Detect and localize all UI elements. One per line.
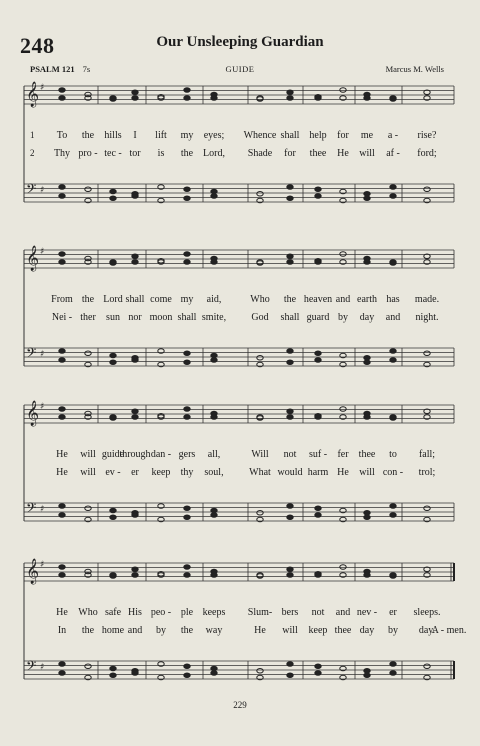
- lyric-syllable: soul,: [204, 467, 224, 478]
- lyric-syllable: Nei -: [51, 312, 73, 323]
- lyric-syllable: bers: [281, 607, 299, 618]
- lyric-syllable: keeps: [202, 607, 226, 618]
- lyric-syllable: the: [81, 625, 95, 636]
- lyric-syllable: made.: [414, 294, 440, 305]
- lyric-syllable: will: [80, 449, 96, 460]
- lyric-syllable: Who: [78, 607, 98, 618]
- lyric-syllable: aid,: [206, 294, 222, 305]
- lyric-syllable: day.: [418, 625, 436, 636]
- lyric-syllable: all,: [207, 449, 221, 460]
- lyric-syllable: He: [56, 607, 68, 618]
- treble-clef-icon: 𝄞: [26, 246, 40, 271]
- lyric-syllable: the: [180, 148, 194, 159]
- lyric-syllable: not: [311, 607, 325, 618]
- lyric-syllable: fer: [337, 449, 349, 460]
- lyric-syllable: ford;: [417, 148, 437, 159]
- lyric-line: [0, 148, 480, 162]
- lyric-syllable: tor: [129, 148, 141, 159]
- lyric-syllable: pro -: [78, 148, 98, 159]
- lyric-syllable: will: [282, 625, 298, 636]
- lyric-syllable: my: [180, 130, 194, 141]
- treble-clef-icon: 𝄞: [26, 559, 40, 584]
- lyric-syllable: hills: [104, 130, 122, 141]
- lyric-syllable: and: [335, 607, 351, 618]
- lyric-syllable: fall;: [418, 449, 436, 460]
- lyric-syllable: He: [56, 449, 68, 460]
- lyric-syllable: lift: [155, 130, 167, 141]
- lyric-syllable: the: [283, 294, 297, 305]
- lyric-syllable: my: [180, 294, 194, 305]
- sharp-icon: ♯: [40, 247, 45, 257]
- lyric-syllable: Who: [250, 294, 270, 305]
- lyric-syllable: He: [254, 625, 266, 636]
- lyric-syllable: by: [388, 625, 398, 636]
- lyric-syllable: help: [309, 130, 327, 141]
- lyric-syllable: the: [81, 294, 95, 305]
- lyric-syllable: He: [337, 148, 349, 159]
- lyric-syllable: peo -: [150, 607, 172, 618]
- hymn-title: Our Unsleeping Guardian: [156, 34, 324, 50]
- lyric-syllable: nor: [128, 312, 142, 323]
- lyric-syllable: er: [389, 607, 397, 618]
- lyric-syllable: af -: [386, 148, 400, 159]
- lyric-line: [0, 625, 480, 639]
- lyric-syllable: ther: [80, 312, 96, 323]
- lyric-syllable: I: [133, 130, 137, 141]
- lyric-line: [0, 449, 480, 463]
- lyric-syllable: keep: [151, 467, 171, 478]
- lyric-syllable: dan -: [150, 449, 172, 460]
- lyric-syllable: night.: [415, 312, 439, 323]
- psalm-label: PSALM 121: [30, 64, 75, 74]
- page-number: 229: [233, 700, 247, 710]
- meter-label: 7s: [82, 64, 91, 74]
- lyric-syllable: way: [205, 625, 223, 636]
- lyric-syllable: through: [119, 449, 151, 460]
- lyric-syllable: Lord: [103, 294, 123, 305]
- sharp-icon: ♯: [40, 504, 45, 515]
- lyric-line: [0, 294, 480, 308]
- treble-clef-icon: 𝄞: [26, 401, 40, 426]
- verse-number: 1: [30, 130, 35, 140]
- lyric-syllable: by: [338, 312, 348, 323]
- verse-number: 2: [30, 148, 35, 158]
- lyric-syllable: er: [131, 467, 139, 478]
- lyric-syllable: safe: [104, 607, 122, 618]
- lyric-syllable: for: [284, 148, 296, 159]
- lyric-syllable: Slum-: [247, 607, 273, 618]
- sharp-icon: ♯: [40, 83, 45, 93]
- lyric-syllable: gers: [178, 449, 196, 460]
- tune-name: GUIDE: [225, 64, 255, 74]
- lyric-syllable: ple: [180, 607, 194, 618]
- lyric-syllable: day: [359, 312, 375, 323]
- lyric-syllable: con -: [382, 467, 404, 478]
- lyric-line: [0, 130, 480, 144]
- lyric-syllable: thee: [334, 625, 352, 636]
- sharp-icon: ♯: [40, 560, 45, 570]
- lyric-syllable: guide: [101, 449, 125, 460]
- lyric-syllable: will: [359, 148, 375, 159]
- lyric-syllable: From: [51, 294, 73, 305]
- sharp-icon: ♯: [40, 349, 45, 360]
- lyric-syllable: by: [156, 625, 166, 636]
- lyric-syllable: and: [335, 294, 351, 305]
- lyric-syllable: to: [389, 449, 397, 460]
- lyric-syllable: a -: [387, 130, 399, 141]
- sharp-icon: ♯: [40, 185, 45, 196]
- lyric-syllable: Thy: [53, 148, 71, 159]
- lyric-syllable: earth: [357, 294, 377, 305]
- lyric-syllable: and: [127, 625, 143, 636]
- lyric-syllable: home: [101, 625, 125, 636]
- lyric-syllable: Lord,: [203, 148, 225, 159]
- lyric-syllable: To: [56, 130, 68, 141]
- lyric-syllable: guard: [306, 312, 330, 323]
- lyric-syllable: day: [359, 625, 375, 636]
- lyric-syllable: heaven: [303, 294, 333, 305]
- lyric-syllable: the: [180, 625, 194, 636]
- lyric-syllable: harm: [307, 467, 329, 478]
- lyric-syllable: rise?: [417, 130, 437, 141]
- lyric-syllable: ev -: [105, 467, 121, 478]
- bass-clef-icon: 𝄢: [26, 181, 37, 200]
- hymn-number: 248: [20, 33, 55, 58]
- lyric-syllable: He: [337, 467, 349, 478]
- lyric-syllable: thee: [309, 148, 327, 159]
- lyric-syllable: will: [359, 467, 375, 478]
- lyric-line: [0, 607, 480, 621]
- lyric-syllable: shall: [280, 130, 300, 141]
- sharp-icon: ♯: [40, 662, 45, 673]
- composer-name: Marcus M. Wells: [385, 64, 444, 74]
- lyric-syllable: What: [249, 467, 271, 478]
- lyric-syllable: not: [283, 449, 297, 460]
- lyric-syllable: come: [150, 294, 172, 305]
- lyric-syllable: shall: [280, 312, 300, 323]
- lyric-syllable: keep: [308, 625, 328, 636]
- lyric-syllable: tec -: [104, 148, 122, 159]
- lyric-syllable: nev -: [356, 607, 378, 618]
- lyric-syllable: sun: [106, 312, 120, 323]
- lyric-syllable: He: [56, 467, 68, 478]
- lyric-syllable: Will: [251, 449, 269, 460]
- bass-clef-icon: 𝄢: [26, 345, 37, 364]
- lyric-syllable: Whence: [243, 130, 277, 141]
- bass-clef-icon: 𝄢: [26, 500, 37, 519]
- lyric-syllable: and: [385, 312, 401, 323]
- lyric-syllable: shall: [177, 312, 197, 323]
- lyric-syllable: thee: [358, 449, 376, 460]
- lyric-syllable: Shade: [247, 148, 273, 159]
- lyric-syllable: will: [80, 467, 96, 478]
- lyric-syllable: smite,: [201, 312, 227, 323]
- sharp-icon: ♯: [40, 402, 45, 412]
- lyric-syllable: God: [251, 312, 269, 323]
- lyric-syllable: has: [386, 294, 400, 305]
- lyric-syllable: suf -: [308, 449, 328, 460]
- lyric-syllable: for: [337, 130, 349, 141]
- treble-clef-icon: 𝄞: [26, 82, 40, 107]
- lyric-syllable: A - men.: [431, 625, 467, 636]
- bass-clef-icon: 𝄢: [26, 658, 37, 677]
- lyric-syllable: shall: [125, 294, 145, 305]
- lyric-syllable: the: [81, 130, 95, 141]
- lyric-syllable: In: [57, 625, 67, 636]
- lyric-line: [0, 467, 480, 481]
- lyric-syllable: thy: [180, 467, 194, 478]
- lyric-syllable: is: [157, 148, 165, 159]
- lyric-syllable: moon: [149, 312, 173, 323]
- lyric-syllable: sleeps.: [413, 607, 441, 618]
- lyric-syllable: eyes;: [203, 130, 225, 141]
- lyric-line: [0, 312, 480, 326]
- lyric-syllable: His: [128, 607, 142, 618]
- lyric-syllable: would: [277, 467, 303, 478]
- lyric-syllable: trol;: [418, 467, 436, 478]
- lyric-syllable: me: [360, 130, 374, 141]
